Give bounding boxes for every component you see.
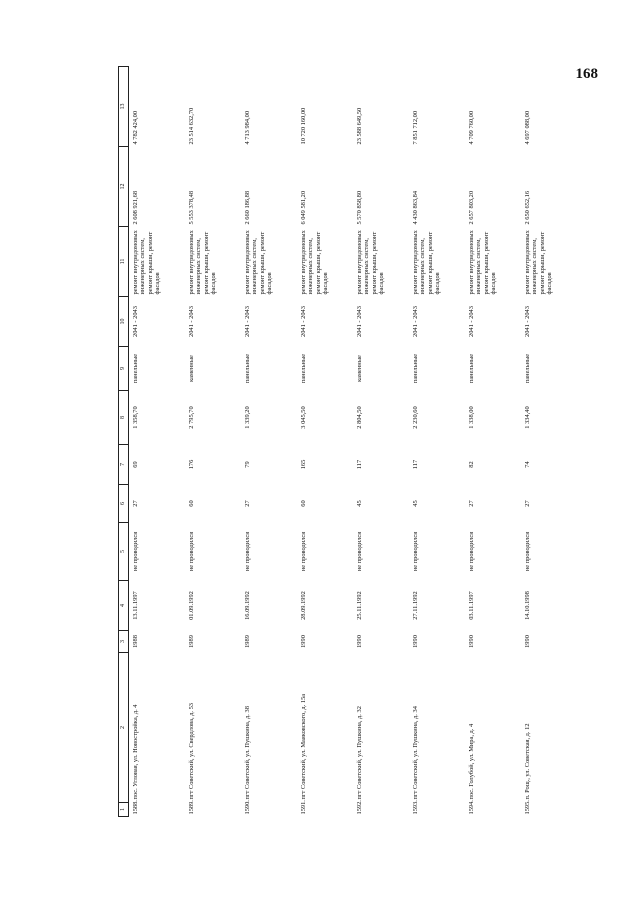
planned-period-cell: 2041 - 2043 <box>468 306 475 337</box>
apartments-cell: 176 <box>188 459 195 470</box>
table-row <box>353 67 409 817</box>
column-number: 12 <box>119 147 129 227</box>
apartments-cell: 79 <box>244 461 251 468</box>
last-repair-cell: не проводился <box>524 531 531 572</box>
row-index: 1592. <box>356 800 363 815</box>
registration-date-cell: 01.09.1992 <box>188 591 195 620</box>
wall-material-cell: панельные <box>300 353 307 384</box>
total-area-cell: 3 045,50 <box>300 406 307 429</box>
address-cell: пгт Советский, ул. Пушкина, д. 32 <box>356 706 363 800</box>
row-index: 1595. <box>524 800 531 815</box>
last-repair-cell: не проводился <box>412 531 419 572</box>
total-area-cell: 2 230,60 <box>412 406 419 429</box>
cost-b-cell: 23 588 649,50 <box>356 107 363 145</box>
cost-b-cell: 4 697 088,00 <box>524 110 531 145</box>
planned-period-cell: 2041 - 2043 <box>244 306 251 337</box>
wall-material-cell: панельные <box>244 353 251 384</box>
row-index: 1594. <box>468 800 475 815</box>
build-year-cell: 1990 <box>300 635 307 648</box>
column-number-row <box>119 67 129 817</box>
address-cell: пос. Угловая, ул. Новостройка, д. 4 <box>132 704 139 800</box>
cost-b-cell: 7 851 712,00 <box>412 110 419 145</box>
table-row <box>465 67 521 817</box>
apartments-cell: 74 <box>524 461 531 468</box>
page-number: 168 <box>575 66 598 82</box>
work-types-cell: ремонт внутридомовых инженерных систем, ремонт крыши, ремонт фасадов <box>356 230 386 295</box>
area-a-cell: 60 <box>300 500 307 507</box>
build-year-cell: 1990 <box>524 635 531 648</box>
last-repair-cell: не проводился <box>188 531 195 572</box>
total-area-cell: 2 795,70 <box>188 406 195 429</box>
row-index: 1593. <box>412 800 419 815</box>
build-year-cell: 1989 <box>244 635 251 648</box>
wall-material-cell: панельные <box>468 353 475 384</box>
work-types-cell: ремонт внутридомовых инженерных систем, ремонт крыши, ремонт фасадов <box>132 230 162 295</box>
column-number: 1 <box>119 803 129 817</box>
apartments-cell: 117 <box>412 459 419 470</box>
registration-date-cell: 13.11.1997 <box>132 591 139 620</box>
total-area-cell: 1 334,40 <box>524 406 531 429</box>
column-number: 5 <box>119 523 129 581</box>
build-year-cell: 1990 <box>356 635 363 648</box>
last-repair-cell: не проводился <box>356 531 363 572</box>
planned-period-cell: 2041 - 2043 <box>132 306 139 337</box>
planned-period-cell: 2041 - 2043 <box>356 306 363 337</box>
row-index: 1591. <box>300 800 307 815</box>
work-types-cell: ремонт внутридомовых инженерных систем, ремонт крыши, ремонт фасадов <box>524 230 554 295</box>
address-cell: пгт Советский, ул. Пушкина, д. 34 <box>412 706 419 800</box>
work-types-cell: ремонт внутридомовых инженерных систем, ремонт крыши, ремонт фасадов <box>244 230 274 295</box>
planned-period-cell: 2041 - 2043 <box>412 306 419 337</box>
table-row <box>297 67 353 817</box>
area-a-cell: 45 <box>356 500 363 507</box>
total-area-cell: 2 804,50 <box>356 406 363 429</box>
cost-b-cell: 4 713 984,00 <box>244 110 251 145</box>
housing-repair-table <box>118 66 577 817</box>
column-number: 2 <box>119 653 129 803</box>
registration-date-cell: 27.11.1992 <box>412 591 419 620</box>
address-cell: пгт Советский, ул. Свердлова, д. 53 <box>188 703 195 800</box>
build-year-cell: 1990 <box>412 635 419 648</box>
wall-material-cell: панельные <box>132 353 139 384</box>
registration-date-cell: 16.09.1992 <box>244 591 251 620</box>
cost-a-cell: 5 570 858,80 <box>356 190 363 225</box>
column-number: 4 <box>119 581 129 631</box>
cost-b-cell: 23 514 632,70 <box>188 107 195 145</box>
column-number: 13 <box>119 67 129 147</box>
registration-date-cell: 28.09.1992 <box>300 591 307 620</box>
planned-period-cell: 2041 - 2043 <box>188 306 195 337</box>
address-cell: п. Рощ., ул. Советская, д. 12 <box>524 723 531 800</box>
cost-b-cell: 4 709 760,00 <box>468 110 475 145</box>
cost-a-cell: 5 553 378,48 <box>188 190 195 225</box>
apartments-cell: 117 <box>356 459 363 470</box>
wall-material-cell: панельные <box>412 353 419 384</box>
cost-a-cell: 6 049 581,20 <box>300 190 307 225</box>
table-row <box>409 67 465 817</box>
table-row <box>241 67 297 817</box>
cost-b-cell: 10 720 160,00 <box>300 107 307 145</box>
registration-date-cell: 25.11.1992 <box>356 591 363 620</box>
registration-date-cell: 14.10.1998 <box>524 591 531 620</box>
table-row <box>185 67 241 817</box>
work-types-cell: ремонт внутридомовых инженерных систем, ремонт крыши, ремонт фасадов <box>188 230 218 295</box>
apartments-cell: 69 <box>132 461 139 468</box>
column-number: 9 <box>119 347 129 391</box>
area-a-cell: 27 <box>524 500 531 507</box>
work-types-cell: ремонт внутридомовых инженерных систем, ремонт крыши, ремонт фасадов <box>412 230 442 295</box>
table-row <box>129 67 186 817</box>
apartments-cell: 82 <box>468 461 475 468</box>
address-cell: пгт Советский, ул. Пушкина, д. 38 <box>244 706 251 800</box>
area-a-cell: 60 <box>188 500 195 507</box>
cost-a-cell: 2 660 186,88 <box>244 190 251 225</box>
work-types-cell: ремонт внутридомовых инженерных систем, ремонт крыши, ремонт фасадов <box>300 230 330 295</box>
total-area-cell: 1 358,70 <box>132 406 139 429</box>
wall-material-cell: каменные <box>188 355 195 382</box>
cost-a-cell: 2 650 652,16 <box>524 190 531 225</box>
address-cell: пос. Голубой, ул. Мира, д. 4 <box>468 723 475 800</box>
planned-period-cell: 2041 - 2043 <box>524 306 531 337</box>
total-area-cell: 1 338,00 <box>468 406 475 429</box>
column-number: 11 <box>119 227 129 297</box>
address-cell: пгт Советский, ул. Маяковского, д. 15а <box>300 693 307 800</box>
last-repair-cell: не проводился <box>468 531 475 572</box>
build-year-cell: 1988 <box>132 635 139 648</box>
table-body <box>129 67 578 817</box>
apartments-cell: 165 <box>300 459 307 470</box>
row-index: 1589. <box>188 800 195 815</box>
total-area-cell: 1 339,20 <box>244 406 251 429</box>
table-header <box>119 67 129 817</box>
cost-a-cell: 4 430 863,84 <box>412 190 419 225</box>
table-row <box>521 67 577 817</box>
work-types-cell: ремонт внутридомовых инженерных систем, ремонт крыши, ремонт фасадов <box>468 230 498 295</box>
column-number: 10 <box>119 297 129 347</box>
build-year-cell: 1989 <box>188 635 195 648</box>
registration-date-cell: 03.11.1997 <box>468 591 475 620</box>
column-number: 3 <box>119 631 129 653</box>
cost-b-cell: 4 782 424,00 <box>132 110 139 145</box>
area-a-cell: 27 <box>244 500 251 507</box>
row-index: 1590. <box>244 800 251 815</box>
planned-period-cell: 2041 - 2043 <box>300 306 307 337</box>
last-repair-cell: не проводился <box>300 531 307 572</box>
area-a-cell: 27 <box>132 500 139 507</box>
last-repair-cell: не проводился <box>132 531 139 572</box>
cost-a-cell: 2 608 921,68 <box>132 190 139 225</box>
area-a-cell: 45 <box>412 500 419 507</box>
row-index: 1588. <box>132 800 139 815</box>
column-number: 8 <box>119 391 129 445</box>
last-repair-cell: не проводился <box>244 531 251 572</box>
wall-material-cell: панельные <box>524 353 531 384</box>
cost-a-cell: 2 657 803,20 <box>468 190 475 225</box>
column-number: 7 <box>119 445 129 485</box>
build-year-cell: 1990 <box>468 635 475 648</box>
area-a-cell: 27 <box>468 500 475 507</box>
wall-material-cell: каменные <box>356 355 363 382</box>
column-number: 6 <box>119 485 129 523</box>
